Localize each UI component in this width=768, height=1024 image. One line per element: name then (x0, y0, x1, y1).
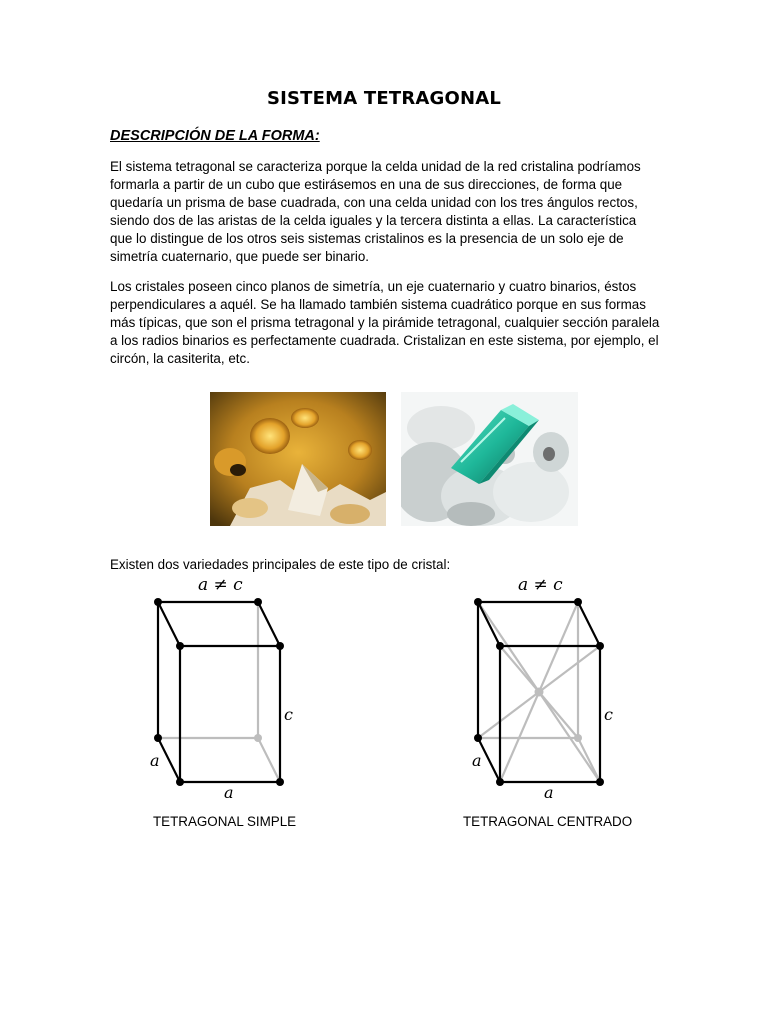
label-a-neq-c: a ≠ c (198, 575, 243, 595)
label-a-bottom: a (224, 783, 234, 802)
paragraph-symmetry: Los cristales poseen cinco planos de simetría, un eje cuaternario y cuatro binarios, éstos perpendiculares a aquél. Se ha llamado también sistema cuadrático porque en sus formas más típicas, que son el prisma tetragonal y la pirámide tetragonal, cualquier sección paralela a los radios binarios es perfectamente cuadrada. Cristalizan en este sistema, por ejemplo, el circón, la casiterita, etc. (110, 279, 660, 366)
label-c: c (604, 705, 613, 724)
label-a-left: a (472, 751, 482, 770)
crystal-photo-green (401, 392, 578, 526)
caption-tetragonal-centred: TETRAGONAL CENTRADO (463, 814, 633, 829)
varieties-intro: Existen dos variedades principales de este tipo de cristal: (110, 557, 451, 572)
label-a-bottom: a (544, 783, 554, 802)
section-heading: DESCRIPCIÓN DE LA FORMA: (110, 128, 320, 144)
label-c: c (284, 705, 293, 724)
caption-tetragonal-simple: TETRAGONAL SIMPLE (153, 814, 297, 829)
lattice-points (154, 598, 284, 786)
document-title: SISTEMA TETRAGONAL (266, 88, 502, 109)
label-a-left: a (150, 751, 160, 770)
front-edges (158, 602, 280, 782)
crystal-photo-yellow (210, 392, 386, 526)
paragraph-description: El sistema tetragonal se caracteriza porque la celda unidad de la red cristalina podríamos formarla a partir de un cubo que estirásemos en una de sus direcciones, de forma que quedaría un prisma de base cuadrada, con una celda unidad con los tres ángulos rectos, siendo dos de las aristas de la celda iguales y la tercera distinta a ellas. La característica que lo distingue de los otros seis sistemas cristalinos es la presencia de un solo eje de simetría cuaternario, que puede ser binario. (110, 159, 641, 264)
hidden-edges (158, 602, 280, 782)
tetragonal-centred-diagram (468, 572, 628, 804)
tetragonal-simple-diagram (148, 572, 308, 804)
label-a-neq-c: a ≠ c (518, 575, 563, 595)
